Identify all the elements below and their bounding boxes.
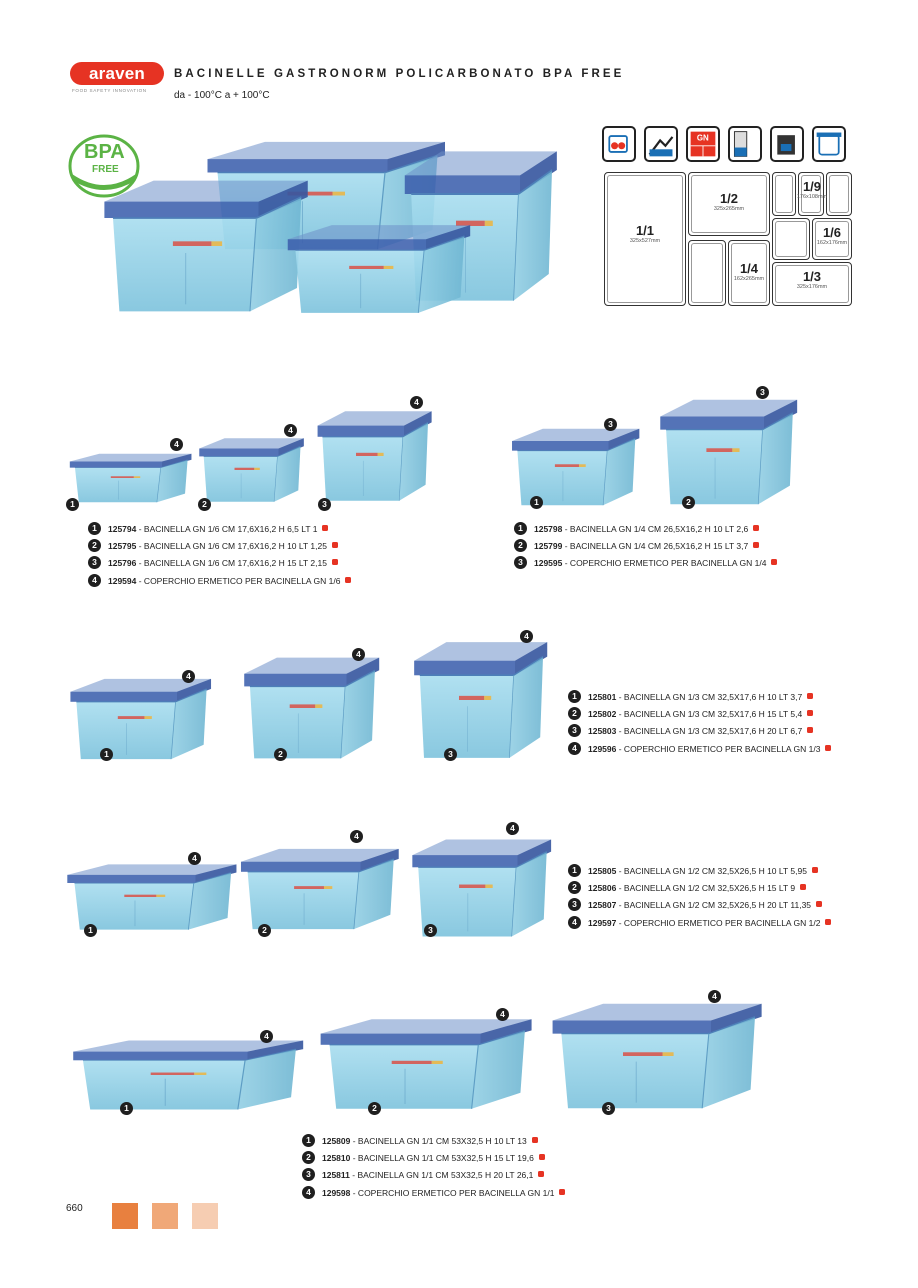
- red-bullet-icon: [812, 867, 818, 873]
- red-bullet-icon: [345, 577, 351, 583]
- gn11-marker-4c: 4: [708, 990, 721, 1003]
- red-bullet-icon: [825, 745, 831, 751]
- gn16-container-2: [196, 436, 306, 504]
- gn13-marker-4c: 4: [520, 630, 533, 643]
- list-item: 3 129595 - COPERCHIO ERMETICO PER BACINELLA GN 1/4: [514, 556, 777, 573]
- red-bullet-icon: [559, 1189, 565, 1195]
- list-item: 1 125798 - BACINELLA GN 1/4 CM 26,5X16,2 H 10 LT 2,6: [514, 522, 777, 539]
- page-title: BACINELLE GASTRONORM POLICARBONATO BPA FREE: [174, 68, 625, 80]
- list-item: 1 125809 - BACINELLA GN 1/1 CM 53X32,5 H 10 LT 13: [302, 1134, 565, 1151]
- red-bullet-icon: [332, 542, 338, 548]
- list-item: 3 125796 - BACINELLA GN 1/6 CM 17,6X16,2 H 15 LT 2,15: [88, 556, 351, 573]
- list-item: 2 125810 - BACINELLA GN 1/1 CM 53X32,5 H 15 LT 19,6: [302, 1151, 565, 1168]
- gn13-container-1: [66, 676, 214, 762]
- free-badge-text: FREE: [92, 164, 119, 175]
- gn11-product-list: [302, 1134, 565, 1203]
- gn11-marker-3: 3: [602, 1102, 615, 1115]
- gn11-marker-4a: 4: [260, 1030, 273, 1043]
- gn13-marker-3: 3: [444, 748, 457, 761]
- red-bullet-icon: [322, 525, 328, 531]
- gn16-container-1: [66, 452, 194, 504]
- list-item: 1 125801 - BACINELLA GN 1/3 CM 32,5X17,6 H 10 LT 3,7: [568, 690, 831, 707]
- gn12-marker-4c: 4: [506, 822, 519, 835]
- color-swatch-medium: [152, 1203, 178, 1229]
- gn11-marker-4b: 4: [496, 1008, 509, 1021]
- red-bullet-icon: [753, 542, 759, 548]
- gn12-marker-4a: 4: [188, 852, 201, 865]
- gn14-marker-2: 2: [682, 496, 695, 509]
- red-bullet-icon: [538, 1171, 544, 1177]
- red-bullet-icon: [816, 901, 822, 907]
- svg-text:GN: GN: [696, 133, 709, 143]
- brand-tagline: FOOD SAFETY INNOVATION: [72, 88, 147, 93]
- gn16-product-list: [88, 522, 351, 591]
- red-bullet-icon: [753, 525, 759, 531]
- gn-1-1-label: 1/1 325x527mm: [629, 223, 661, 244]
- gn13-product-list: [568, 690, 831, 759]
- gn13-container-3: [410, 638, 550, 762]
- gn-1-6-label: 1/6 162x176mm: [816, 225, 848, 246]
- gn11-marker-1: 1: [120, 1102, 133, 1115]
- gn14-marker-3b: 3: [756, 386, 769, 399]
- list-item: 3 125803 - BACINELLA GN 1/3 CM 32,5X17,6 H 20 LT 6,7: [568, 724, 831, 741]
- list-item: 1 125805 - BACINELLA GN 1/2 CM 32,5X26,5 H 10 LT 5,95: [568, 864, 831, 881]
- gn12-marker-4b: 4: [350, 830, 363, 843]
- list-item: 4 129597 - COPERCHIO ERMETICO PER BACINELLA GN 1/2: [568, 916, 831, 933]
- red-bullet-icon: [807, 710, 813, 716]
- color-swatch-dark: [112, 1203, 138, 1229]
- gn-1-2-label: 1/2 325x265mm: [713, 191, 745, 212]
- gn14-container-2: [656, 396, 800, 508]
- gn16-marker-3: 3: [318, 498, 331, 511]
- gn11-container-1: [66, 1038, 308, 1112]
- list-item: 4 129594 - COPERCHIO ERMETICO PER BACINELLA GN 1/6: [88, 574, 351, 591]
- red-bullet-icon: [807, 693, 813, 699]
- gn11-container-3: [546, 1000, 766, 1112]
- gn16-container-3: [314, 408, 434, 504]
- gn14-marker-3a: 3: [604, 418, 617, 431]
- list-item: 3 125811 - BACINELLA GN 1/1 CM 53X32,5 H 20 LT 26,1: [302, 1168, 565, 1185]
- red-bullet-icon: [771, 559, 777, 565]
- list-item: 2 125799 - BACINELLA GN 1/4 CM 26,5X16,2 H 15 LT 3,7: [514, 539, 777, 556]
- list-item: 4 129596 - COPERCHIO ERMETICO PER BACINELLA GN 1/3: [568, 742, 831, 759]
- gn16-marker-4a: 4: [170, 438, 183, 451]
- red-bullet-icon: [800, 884, 806, 890]
- gn-1-4-label: 1/4 162x265mm: [733, 261, 765, 282]
- gn12-marker-3: 3: [424, 924, 437, 937]
- gn14-marker-1: 1: [530, 496, 543, 509]
- araven-logo: araven: [70, 62, 164, 85]
- hero-container-front-right: [282, 222, 474, 316]
- bpa-badge-text: BPA: [84, 141, 125, 163]
- list-item: 2 125806 - BACINELLA GN 1/2 CM 32,5X26,5 H 15 LT 9: [568, 881, 831, 898]
- page-number: 660: [66, 1203, 83, 1214]
- list-item: 4 129598 - COPERCHIO ERMETICO PER BACINELLA GN 1/1: [302, 1186, 565, 1203]
- red-bullet-icon: [825, 919, 831, 925]
- gn-1-9-cell-c: [826, 172, 852, 216]
- red-bullet-icon: [539, 1154, 545, 1160]
- gn12-container-1: [62, 862, 240, 932]
- list-item: 3 125807 - BACINELLA GN 1/2 CM 32,5X26,5 H 20 LT 11,35: [568, 898, 831, 915]
- gn11-marker-2: 2: [368, 1102, 381, 1115]
- list-item: 1 125794 - BACINELLA GN 1/6 CM 17,6X16,2 H 6,5 LT 1: [88, 522, 351, 539]
- gn13-marker-1: 1: [100, 748, 113, 761]
- page-subtitle: da - 100°C a + 100°C: [174, 90, 270, 101]
- container-icon: [602, 126, 636, 162]
- lid-icon: [812, 126, 846, 162]
- graduation-icon: [728, 126, 762, 162]
- gn11-container-2: [314, 1016, 536, 1112]
- gn12-marker-2: 2: [258, 924, 271, 937]
- gn13-container-2: [240, 654, 382, 762]
- gn13-marker-4b: 4: [352, 648, 365, 661]
- gn16-marker-2: 2: [198, 498, 211, 511]
- color-swatch-light: [192, 1203, 218, 1229]
- gn-1-9-label: 1/9 176x108mm: [796, 179, 828, 200]
- gn16-marker-4c: 4: [410, 396, 423, 409]
- gn12-container-2: [236, 846, 402, 932]
- gastronorm-icon: [686, 126, 720, 162]
- gn14-container-1: [508, 426, 642, 508]
- list-item: 2 125802 - BACINELLA GN 1/3 CM 32,5X17,6 H 15 LT 5,4: [568, 707, 831, 724]
- gn12-marker-1: 1: [84, 924, 97, 937]
- freezer-icon: [644, 126, 678, 162]
- gn-1-9-cell-a: [772, 172, 796, 216]
- gn14-product-list: [514, 522, 777, 574]
- red-bullet-icon: [532, 1137, 538, 1143]
- red-bullet-icon: [807, 727, 813, 733]
- gn13-marker-2: 2: [274, 748, 287, 761]
- gn13-marker-4a: 4: [182, 670, 195, 683]
- gn-1-4-cell-a: [688, 240, 726, 306]
- gn16-marker-4b: 4: [284, 424, 297, 437]
- gn-1-6-cell-a: [772, 218, 810, 260]
- gn12-product-list: [568, 864, 831, 933]
- list-item: 2 125795 - BACINELLA GN 1/6 CM 17,6X16,2 H 10 LT 1,25: [88, 539, 351, 556]
- dishwasher-icon: [770, 126, 804, 162]
- gn16-marker-1: 1: [66, 498, 79, 511]
- hero-container-front-left: [98, 176, 312, 316]
- gn-1-3-label: 1/3 325x176mm: [796, 269, 828, 290]
- red-bullet-icon: [332, 559, 338, 565]
